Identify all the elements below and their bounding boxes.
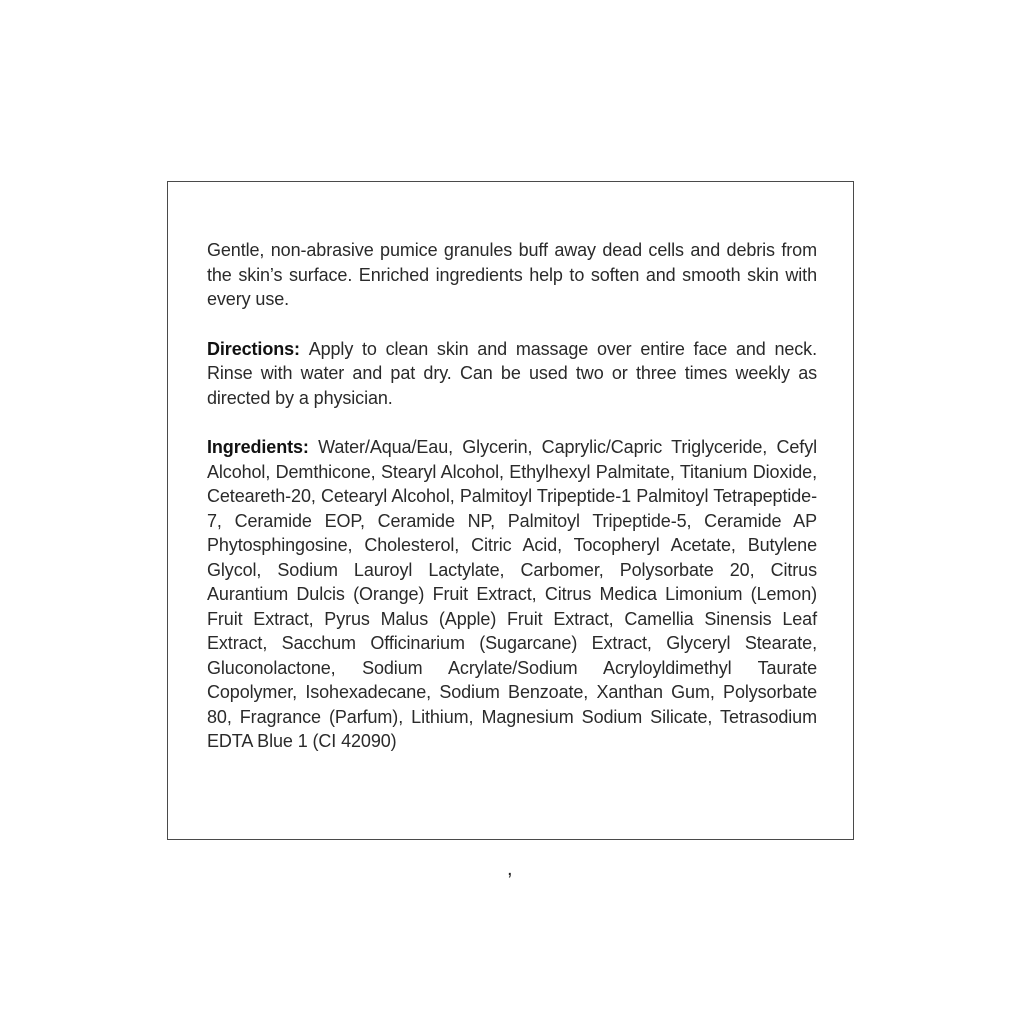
product-label-box [167,181,854,840]
ingredients-text: Water/Aqua/Eau, Glycerin, Caprylic/Capric Triglyceride, Cefyl Alcohol, Demthicone, Stearyl Alcohol, Ethylhexyl Palmitate, Titanium Dioxide, Ceteareth-20, Cetearyl Alcohol, Palmitoyl Tripeptide-1 Palmitoyl Tetrapeptide-7, Ceramide EOP, Ceramide NP, Palmitoyl Tripeptide-5, Ceramide AP Phytosphingosine, Cholesterol, Citric Acid, Tocopheryl Acetate, Butylene Glycol, Sodium Lauroyl Lactylate, Carbomer, Polysorbate 20, Citrus Aurantium Dulcis (Orange) Fruit Extract, Citrus Medica Limonium (Lemon) Fruit Extract, Pyrus Malus (Apple) Fruit Extract, Camellia Sinensis Leaf Extract, Sacchum Officinarium (Sugarcane) Extract, Glyceryl Stearate, Gluconolactone, Sodium Acrylate/Sodium Acryloyldimethyl Taurate Copolymer, Isohexadecane, Sodium Benzoate, Xanthan Gum, Polysorbate 80, Fragrance (Parfum), Lithium, Magnesium Sodium Silicate, Tetrasodium EDTA Blue 1 (CI 42090) [207,437,817,751]
ingredients-heading: Ingredients: [207,437,319,457]
directions-heading: Directions: [207,338,309,359]
directions-paragraph [207,337,817,411]
label-text-block [207,238,817,779]
directions-text: Apply to clean skin and massage over entire face and neck. Rinse with water and pat dry. Can be used two or three times weekly as directed by a physician. [207,338,817,408]
stray-comma-mark: , [507,858,513,880]
product-description: Gentle, non-abrasive pumice granules buff away dead cells and debris from the skin’s surface. Enriched ingredients help to soften and smooth skin with every use. [207,240,817,309]
ingredients-paragraph [207,435,817,754]
